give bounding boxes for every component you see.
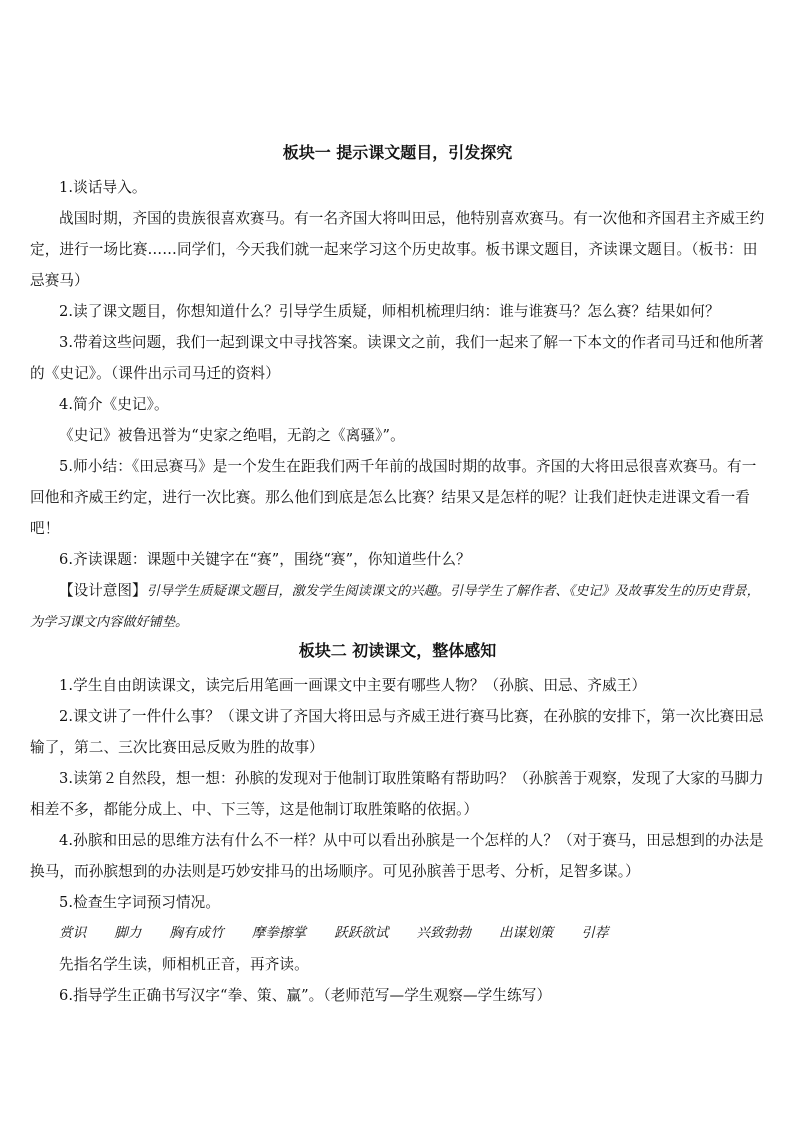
section2-paragraph-7: 6.指导学生正确书写汉字“拳、策、赢”。（老师范写—学生观察—学生练写） [59,987,552,1004]
vocab-word: 摩拳擦掌 [251,925,307,941]
vocab-word: 脚力 [114,925,142,941]
vocab-word: 出谋划策 [498,925,554,941]
section2-paragraph-4: 4.孙膑和田忌的思维方法有什么不一样？从中可以看出孙膑是一个怎样的人？（对于赛马，田忌想到的办法是换马，而孙膑想到的办法则是巧妙安排马的出场顺序。可见孙膑善于思考、分析，足智多谋。） [30,832,764,880]
vocab-word: 胸有成竹 [169,925,224,941]
section2-paragraph-5: 5.检查生字词预习情况。 [59,894,221,911]
section1-title: 板块一 提示课文题目，引发探究 [282,143,513,162]
vocab-word: 引荐 [581,925,609,941]
document-page [30,142,765,1011]
section1-paragraph-2: 战国时期，齐国的贵族很喜欢赛马。有一名齐国大将叫田忌，他特别喜欢赛马。有一次他和齐国君主齐威王约定，进行一场比赛……同学们，今天我们就一起来学习这个历史故事。板书课文题目，齐读课文题目。（板书：田忌赛马） [30,210,765,289]
section2-paragraph-3: 3.读第２自然段，想一想：孙膑的发现对于他制订取胜策略有帮助吗？（孙膑善于观察，发现了大家的马脚力相差不多，都能分成上、中、下三等，这是他制订取胜策略的依据。） [30,770,764,818]
vocab-list [30,918,765,949]
design-intent-text: 引导学生质疑课文题目，激发学生阅读课文的兴趣。引导学生了解作者、《史记》及故事发生的历史背景，为学习课文内容做好铺垫。 [30,584,760,630]
vocab-word: 兴致勃勃 [416,925,471,941]
section1-paragraph-5: 4.简介《史记》。 [59,396,169,413]
section2-paragraph-6: 先指名学生读，师相机正音，再齐读。 [59,956,309,973]
section2-paragraph-1: 1.学生自由朗读课文，读完后用笔画一画课文中主要有哪些人物？（孙膑、田忌、齐威王） [59,677,647,694]
section2-paragraph-2: 2.课文讲了一件什么事？（课文讲了齐国大将田忌与齐威王进行赛马比赛，在孙膑的安排下，第一次比赛田忌输了，第二、三次比赛田忌反败为胜的故事） [30,708,764,756]
section2-title: 板块二 初读课文，整体感知 [298,641,497,660]
section1-paragraph-1: 1.谈话导入。 [59,179,147,196]
design-intent [30,575,765,638]
section1-paragraph-6: 《史记》被鲁迅誉为“史家之绝唱，无韵之《离骚》”。 [59,427,405,444]
vocab-word: 跃跃欲试 [334,925,389,941]
section1-paragraph-3: 2.读了课文题目，你想知道什么？引导学生质疑，师相机梳理归纳：谁与谁赛马？怎么赛？结果如何？ [59,303,720,320]
vocab-word: 赏识 [59,925,87,941]
section1-paragraph-8: 6.齐读课题：课题中关键字在“赛”，围绕“赛”，你知道些什么？ [59,551,471,568]
section1-paragraph-7: 5.师小结：《田忌赛马》是一个发生在距我们两千年前的战国时期的故事。齐国的大将田忌很喜欢赛马。有一回他和齐威王约定，进行一次比赛。那么他们到底是怎么比赛？结果又是怎样的呢？让我们赶快走进课文看一看吧！ [30,458,757,537]
section1-paragraph-4: 3.带着这些问题，我们一起到课文中寻找答案。读课文之前，我们一起来了解一下本文的作者司马迁和他所著的《史记》。（课件出示司马迁的资料） [30,334,764,382]
design-intent-label: 【设计意图】 [59,582,147,599]
